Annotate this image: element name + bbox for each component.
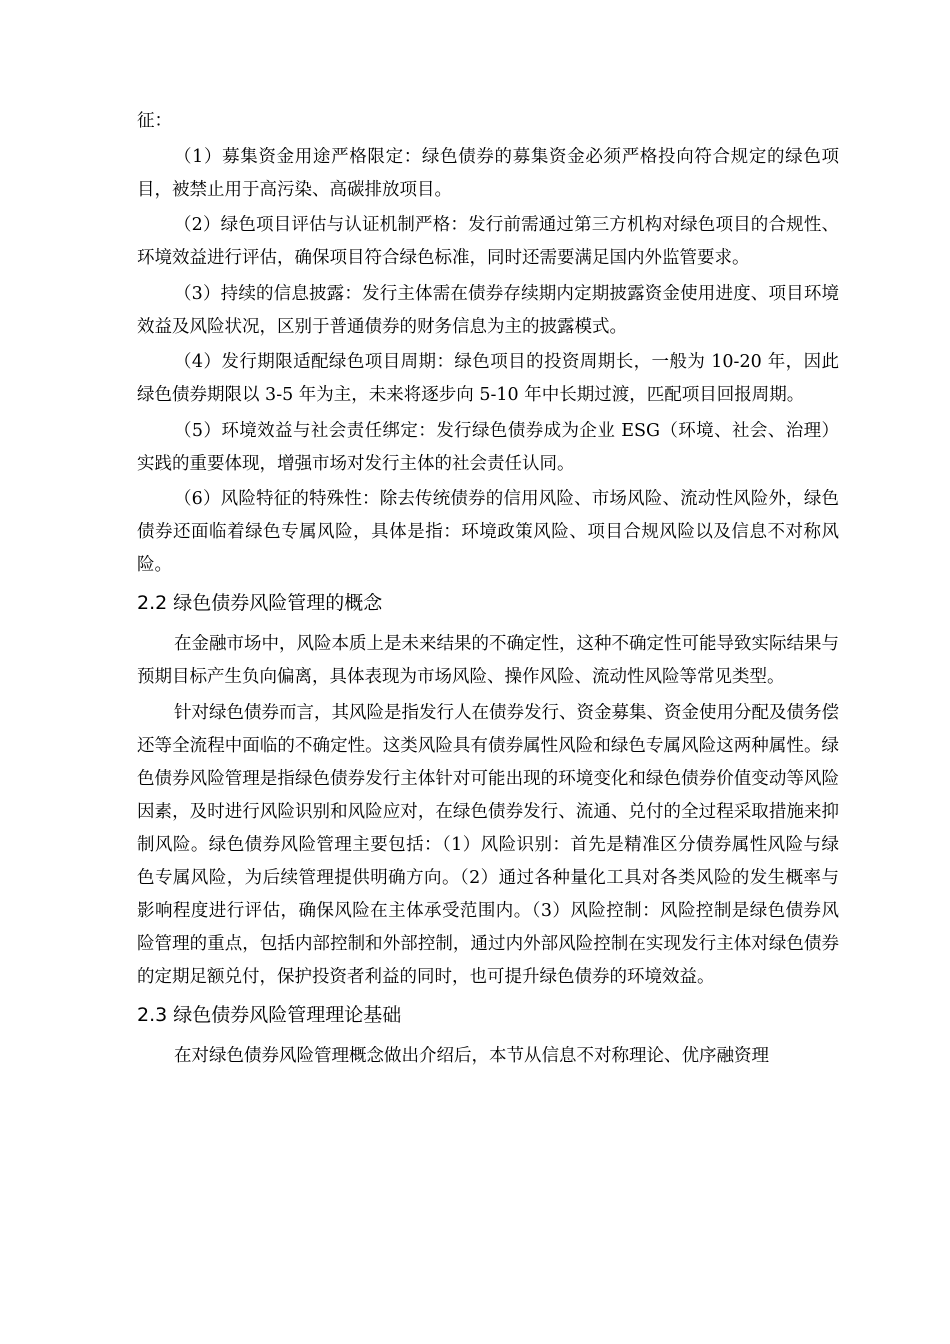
paragraph-feature-3: （3）持续的信息披露：发行主体需在债券存续期内定期披露资金使用进度、项目环境效益及风险状况，区别于普通债券的财务信息为主的披露模式。 <box>137 283 839 337</box>
paragraph-continuation: 征： <box>137 111 172 131</box>
paragraph-feature-6: （6）风险特征的特殊性：除去传统债券的信用风险、市场风险、流动性风险外，绿色债券还面临着绿色专属风险，具体是指：环境政策风险、项目合规风险以及信息不对称风险。 <box>137 489 839 575</box>
section-heading-2-3: 2.3 绿色债券风险管理理论基础 <box>137 1003 402 1026</box>
paragraph-feature-2: （2）绿色项目评估与认证机制严格：发行前需通过第三方机构对绿色项目的合规性、环境效益进行评估，确保项目符合绿色标准，同时还需要满足国内外监管要求。 <box>137 215 839 268</box>
paragraph-feature-5: （5）环境效益与社会责任绑定：发行绿色债券成为企业 ESG（环境、社会、治理）实践的重要体现，增强市场对发行主体的社会责任认同。 <box>137 420 839 474</box>
paragraph-feature-1: （1）募集资金用途严格限定：绿色债券的募集资金必须严格投向符合规定的绿色项目，被禁止用于高污染、高碳排放项目。 <box>137 146 839 200</box>
document-body <box>137 105 839 1075</box>
paragraph-theory-intro: 在对绿色债券风险管理概念做出介绍后，本节从信息不对称理论、优序融资理 <box>174 1045 769 1066</box>
section-heading-2-2: 2.2 绿色债券风险管理的概念 <box>137 592 383 614</box>
paragraph-risk-definition: 在金融市场中，风险本质上是未来结果的不确定性，这种不确定性可能导致实际结果与预期目标产生负向偏离，具体表现为市场风险、操作风险、流动性风险等常见类型。 <box>137 634 839 687</box>
paragraph-feature-4: （4）发行期限适配绿色项目周期：绿色项目的投资周期长，一般为 10-20 年，因此绿色债券期限以 3-5 年为主，未来将逐步向 5-10 年中长期过渡，匹配项目回报周期。 <box>137 352 839 405</box>
paragraph-green-bond-risk-management: 针对绿色债券而言，其风险是指发行人在债券发行、资金募集、资金使用分配及债务偿还等全流程中面临的不确定性。这类风险具有债券属性风险和绿色专属风险这两种属性。绿色债券风险管理是指绿色债券发行主体针对可能出现的环境变化和绿色债券价值变动等风险因素，及时进行风险识别和风险应对，在绿色债券发行、流通、兑付的全过程采取措施来抑制风险。绿色债券风险管理主要包括：（1）风险识别：首先是精准区分债券属性风险与绿色专属风险，为后续管理提供明确方向。（2）通过各种量化工具对各类风险的发生概率与影响程度进行评估，确保风险在主体承受范围内。（3）风险控制：风险控制是绿色债券风险管理的重点，包括内部控制和外部控制，通过内外部风险控制在实现发行主体对绿色债券的定期足额兑付，保护投资者利益的同时，也可提升绿色债券的环境效益。 <box>137 702 839 987</box>
